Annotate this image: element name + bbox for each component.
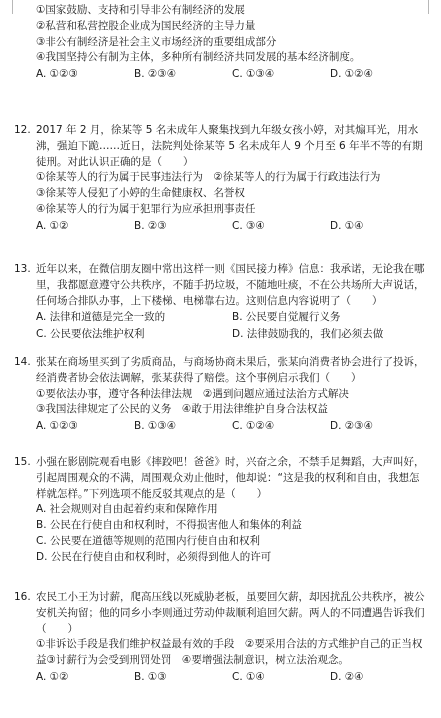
question-number: 13. (14, 263, 31, 275)
question-number: 16. (14, 591, 31, 603)
question-text: 小强在影剧院观看电影《摔跤吧！爸爸》时，兴奋之余，不禁手足舞蹈，大声叫好，引起周围观众的不满，周围观众劝止他时，他却说：“这是我的权利和自由，我想怎样就怎样。”下列选项不能反驳其观点的是（ ） (36, 456, 425, 500)
option-b: B. ②③ (134, 219, 167, 232)
option-d: D. ②③④ (330, 420, 373, 432)
option-b: B. 公民在行使自由和权利时，不得损害他人和集体的利益 (36, 519, 302, 531)
question-stem (14, 590, 429, 637)
statement-1-2: ①徐某等人的行为属于民事违法行为 ②徐某等人的行为属于行政违法行为 (36, 171, 381, 184)
statement-1: ①国家鼓励、支持和引导非公有制经济的发展 (36, 4, 245, 16)
answer-options (14, 67, 429, 83)
option-b: B. ①③④ (134, 420, 177, 432)
statement-3: ③非公有制经济是社会主义市场经济的重要组成部分 (36, 35, 277, 48)
question-13 (14, 262, 429, 343)
question-stem (14, 262, 429, 309)
option-d: D. 法律鼓励我的，我们必须去做 (232, 328, 384, 340)
statement-3-4: ③我国法律规定了公民的义务 ④敢于用法律维护自身合法权益 (36, 403, 328, 416)
question-text: 2017 年 2 月，徐某等 5 名未成年人聚集找到九年级女孩小婷，对其煽耳光，用水沸，强迫下跪……近日，法院判处徐某等 5 名未成年人 9 个月至 6 年半不等的有期徒刑。对此认识正确的是（ ） (36, 124, 423, 168)
option-d: D. ①②④ (330, 68, 373, 80)
question-11-tail (14, 3, 429, 83)
option-c: C. ①④ (232, 670, 265, 683)
question-number: 12. (14, 124, 31, 136)
statement-2: ②私营和私营控股企业成为国民经济的主导力量 (36, 19, 256, 32)
option-b: B. ②③④ (134, 68, 177, 80)
answer-options (14, 219, 429, 235)
statement-4: ④徐某等人的行为属于犯罪行为应承担刑事责任 (36, 202, 256, 215)
option-a: A. 法律和道德是完全一致的 (36, 311, 166, 324)
question-stem (14, 123, 429, 170)
option-c: C. ③④ (232, 219, 265, 232)
question-15 (14, 455, 429, 565)
crop-mark-left (12, 0, 13, 14)
answer-options (14, 670, 429, 686)
option-c: C. 公民要依法维护权利 (36, 328, 145, 340)
answer-options-row-1 (14, 310, 429, 326)
question-text: 张某在商场里买到了劣质商品，与商场协商未果后，张某向消费者协会进行了投诉，经消费者协会依法调解，张某获得了赔偿。这个事例启示我们（ ） (36, 356, 425, 384)
statement-4: ④我国坚持公有制为主体，多种所有制经济共同发展的基本经济制度。 (36, 51, 361, 64)
question-text: 近年以来，在微信朋友圈中常出这样一则《国民接力棒》信息：我承诺，无论我在哪里，我都愿意遵守公共秩序，不随手扔垃圾，不随地吐痰，不在公共场所大声说话，任何场合排队办事，上下楼梯、电梯靠右边。这则信息内容说明了（ ） (36, 263, 425, 307)
option-a: A. ①②③ (36, 68, 78, 80)
option-b: B. ①③ (134, 670, 167, 683)
option-c: C. ①③④ (232, 68, 275, 80)
question-14 (14, 355, 429, 435)
option-d: D. 公民在行使自由和权利时，必须得到他人的许可 (36, 550, 272, 563)
option-c: C. ①②④ (232, 420, 275, 432)
question-stem (14, 455, 429, 502)
question-text: 农民工小王为讨薪，爬高压线以死威胁老板，虽要回欠薪，却因扰乱公共秩序，被公安机关拘留；他的同乡小李则通过劳动仲裁顺利追回欠薪。两人的不同遭遇告诉我们（ ） (36, 591, 425, 635)
option-a: A. ①② (36, 219, 69, 232)
question-12 (14, 123, 429, 234)
statement-1-2: ①要依法办事，遵守各种法律法规 ②遇到问题应通过法治方式解决 (36, 387, 349, 400)
option-d: D. ②④ (330, 670, 364, 683)
answer-options-row-2 (14, 327, 429, 343)
question-number: 14. (14, 356, 31, 368)
statements: ①非诉讼手段是我们维护权益最有效的手段 ②要采用合法的方式维护自己的正当权益③讨薪行为会受到刑罚处罚 ④要增强法制意识，树立法治观念。 (36, 638, 423, 666)
option-c: C. 公民要在道德等规则的范围内行使自由和权利 (36, 534, 261, 547)
option-b: B. 公民要自觉履行义务 (232, 311, 341, 324)
question-16 (14, 590, 429, 686)
question-number: 15. (14, 456, 31, 468)
option-d: D. ①④ (330, 219, 364, 232)
answer-options (14, 419, 429, 435)
option-a: A. 社会规则对自由起着约束和保障作用 (36, 503, 218, 516)
statement-3: ③徐某等人侵犯了小婷的生命健康权、名誉权 (36, 187, 245, 199)
option-a: A. ①② (36, 670, 69, 683)
question-stem (14, 355, 429, 387)
option-a: A. ①②③ (36, 420, 78, 432)
